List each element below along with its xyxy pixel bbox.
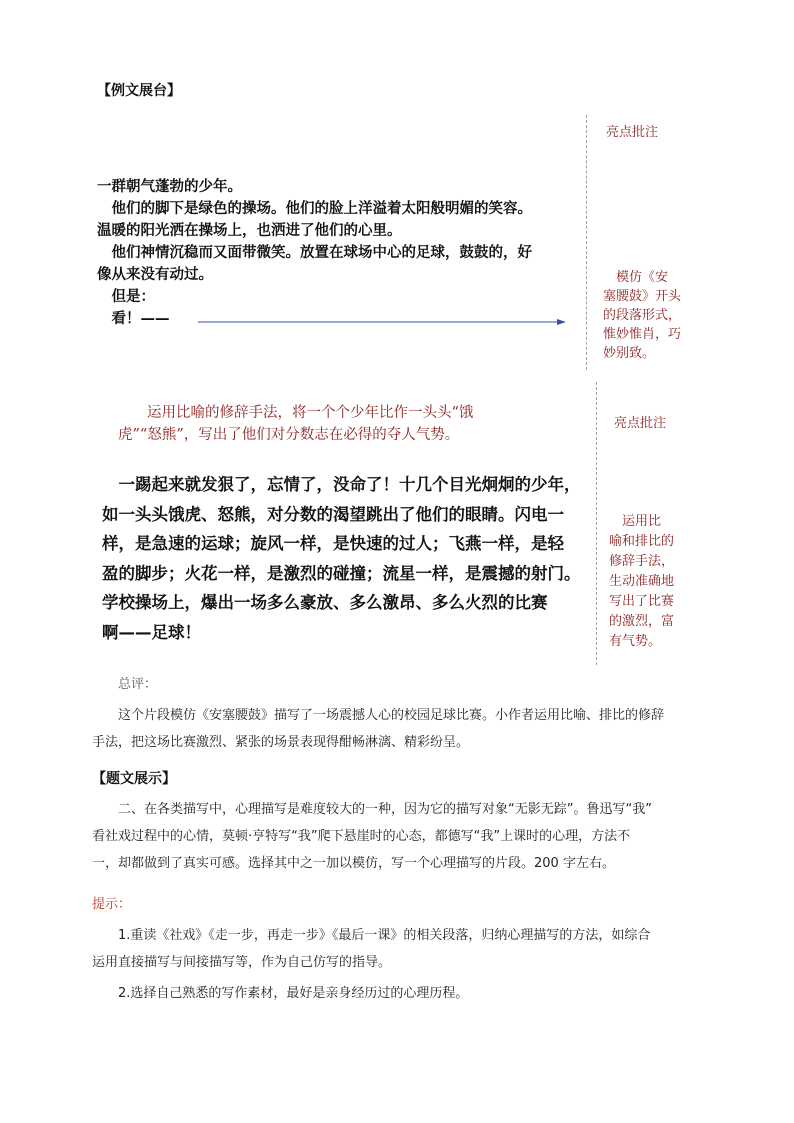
arrow-line (196, 316, 568, 328)
example1-line: 像从来没有动过。 (97, 267, 213, 283)
annotation-text-1 (603, 268, 681, 363)
task-text (92, 796, 652, 877)
example2-line: 样，是急速的运球；旋风一样，是快速的过人；飞燕一样，是轻 (102, 534, 564, 553)
annotation2-line: 喻和排比的 (609, 534, 675, 549)
annotation1-line: 惟妙惟肖，巧 (603, 327, 682, 342)
tips-text (92, 922, 650, 1007)
section-heading-example: 【例文展台】 (97, 83, 181, 99)
annotation-title-2: 亮点批注 (614, 416, 667, 431)
annotation-divider-bottom (596, 382, 597, 665)
task-line: 一，却都做到了真实可感。选择其中之一加以模仿，写一个心理描写的片段。200 字左右。 (92, 856, 615, 871)
example2-line: 一踢起来就发狠了，忘情了，没命了！十几个目光炯炯的少年， (102, 475, 581, 494)
review-text (92, 702, 664, 756)
annotation1-line: 妙别致。 (603, 346, 656, 361)
review-line: 这个片段模仿《安塞腰鼓》描写了一场震撼人心的校园足球比赛。小作者运用比喻、排比的修辞 (118, 708, 665, 723)
commentary-line: 运用比喻的修辞手法，将一个个少年比作一头头“饿 (118, 405, 474, 421)
annotation-text-2 (609, 512, 674, 652)
annotation2-line: 生动准确地 (609, 574, 675, 589)
annotation-divider-top (586, 115, 587, 370)
example-passage-1 (97, 176, 532, 330)
example2-line: 如一头头饿虎、怒熊，对分数的渴望跳出了他们的眼睛。闪电一 (102, 504, 564, 524)
example2-line: 学校操场上，爆出一场多么豪放、多么激昂、多么火烈的比赛 (102, 593, 548, 612)
annotation1-line: 模仿《安 (603, 270, 669, 285)
tip-line: 2.选择自己熟悉的写作素材，最好是亲身经历过的心理历程。 (118, 986, 469, 1001)
task-line: 看社戏过程中的心情，莫顿·亨特写“我”爬下悬崖时的心态，都德写“我”上课时的心理，方法不 (92, 829, 631, 844)
example2-line: 盈的脚步；火花一样，是激烈的碰撞；流星一样，是震撼的射门。 (102, 563, 581, 583)
example1-line: 但是： (97, 289, 155, 305)
review-line: 手法，把这场比赛激烈、紧张的场景表现得酣畅淋漓、精彩纷呈。 (92, 735, 470, 750)
example1-line: 温暖的阳光洒在操场上，也洒进了他们的心里。 (97, 223, 402, 239)
annotation1-line: 的段落形式， (603, 308, 682, 323)
example2-line: 啊——足球！ (102, 622, 201, 642)
example1-line: 他们的脚下是绿色的操场。他们的脸上洋溢着太阳般明媚的笑容。 (97, 201, 532, 217)
commentary-line: 虎”“怒熊”，写出了他们对分数志在必得的夺人气势。 (118, 427, 460, 443)
annotation2-line: 的激烈，富 (609, 614, 675, 629)
tip-line: 运用直接描写与间接描写等，作为自己仿写的指导。 (92, 955, 392, 970)
review-label: 总评： (118, 677, 158, 692)
section-heading-task: 【题文展示】 (92, 771, 176, 787)
task-line: 二、在各类描写中，心理描写是难度较大的一种，因为它的描写对象“无影无踪”。鲁迅写“我” (118, 802, 652, 817)
annotation2-line: 运用比 (609, 514, 662, 529)
example1-line: 一群朝气蓬勃的少年。 (97, 179, 242, 195)
red-commentary (118, 402, 473, 446)
example1-line: 看！—— (97, 311, 170, 327)
tips-label: 提示： (92, 897, 132, 912)
annotation-title-1: 亮点批注 (606, 125, 659, 140)
example-passage-2 (102, 470, 581, 647)
annotation1-line: 塞腰鼓》开头 (603, 289, 682, 304)
annotation2-line: 有气势。 (609, 634, 662, 649)
tip-line: 1.重读《社戏》《走一步，再走一步》《最后一课》的相关段落，归纳心理描写的方法，如综合 (118, 928, 651, 943)
annotation2-line: 写出了比赛 (609, 594, 675, 609)
example1-line: 他们神情沉稳而又面带微笑。放置在球场中心的足球，鼓鼓的，好 (97, 245, 532, 261)
annotation2-line: 修辞手法， (609, 554, 675, 569)
